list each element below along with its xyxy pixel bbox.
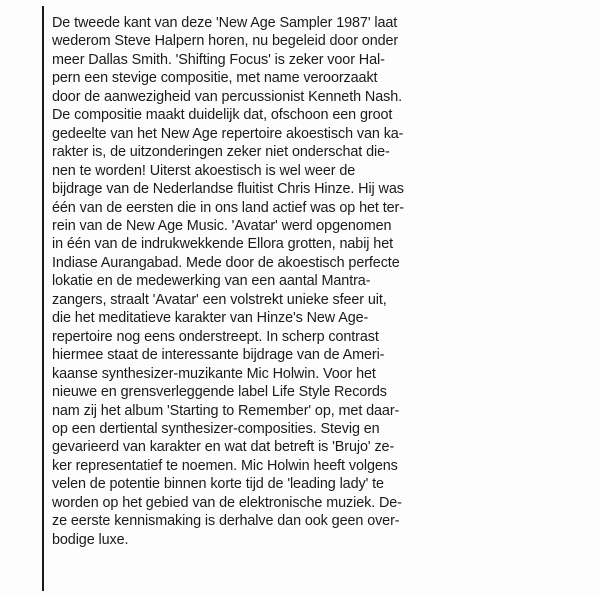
text-line-17: die het meditatieve karakter van Hinze's New Age-: [52, 310, 369, 327]
text-line-16: zangers, straalt 'Avatar' een volstrekt unieke sfeer uit,: [52, 291, 387, 308]
text-line-12: rein van de New Age Music. 'Avatar' werd opgenomen: [52, 217, 392, 234]
text-line-7: gedeelte van het New Age repertoire akoestisch van ka-: [52, 125, 404, 142]
text-line-5: door de aanwezigheid van percussionist Kenneth Nash.: [52, 88, 402, 105]
text-line-25: ker representatief te noemen. Mic Holwin heeft volgens: [52, 457, 398, 474]
text-line-28: ze eerste kennismaking is derhalve dan ook geen over-: [52, 513, 400, 530]
text-line-23: op een dertiental synthesizer-composities. Stevig en: [52, 420, 380, 437]
text-line-27: worden op het gebied van de elektronische muziek. De-: [52, 494, 402, 511]
text-line-24: gevarieerd van karakter en wat dat betreft is 'Brujo' ze-: [52, 439, 395, 456]
text-line-13: in één van de indrukwekkende Ellora grotten, nabij het: [52, 236, 394, 253]
text-line-10: bijdrage van de Nederlandse fluitist Chris Hinze. Hij was: [52, 181, 404, 198]
text-line-29: bodige luxe.: [52, 531, 129, 548]
text-line-1: De tweede kant van deze 'New Age Sampler 1987' laat: [52, 15, 398, 31]
text-line-11: één van de eersten die in ons land actief was op het ter-: [52, 199, 404, 216]
text-line-22: nam zij het album 'Starting to Remember' op, met daar-: [52, 402, 400, 419]
text-line-19: hiermee staat de interessante bijdrage van de Ameri-: [52, 347, 385, 364]
text-line-6: De compositie maakt duidelijk dat, ofschoon een groot: [52, 107, 393, 124]
text-line-3: meer Dallas Smith. 'Shifting Focus' is zeker voor Hal-: [52, 51, 385, 68]
article-text-column: [52, 14, 592, 549]
text-line-8: rakter is, de uitzonderingen zeker niet onderschat die-: [52, 144, 390, 161]
text-line-4: pern een stevige compositie, met name veroorzaakt: [52, 70, 378, 87]
margin-rule: [42, 6, 44, 591]
text-line-2: wederom Steve Halpern horen, nu begeleid door onder: [52, 33, 399, 50]
text-line-9: nen te worden! Uiterst akoestisch is wel weer de: [52, 162, 356, 179]
text-line-26: velen de potentie binnen korte tijd de 'leading lady' te: [52, 476, 384, 493]
text-line-15: lokatie en de medewerking van een aantal Mantra-: [52, 273, 371, 290]
text-line-18: repertoire nog eens onderstreept. In scherp contrast: [52, 328, 379, 345]
text-line-21: nieuwe en grensverleggende label Life Style Records: [52, 384, 387, 401]
text-line-20: kaanse synthesizer-muzikante Mic Holwin. Voor het: [52, 365, 376, 382]
text-line-14: Indiase Aurangabad. Mede door de akoestisch perfecte: [52, 254, 400, 271]
